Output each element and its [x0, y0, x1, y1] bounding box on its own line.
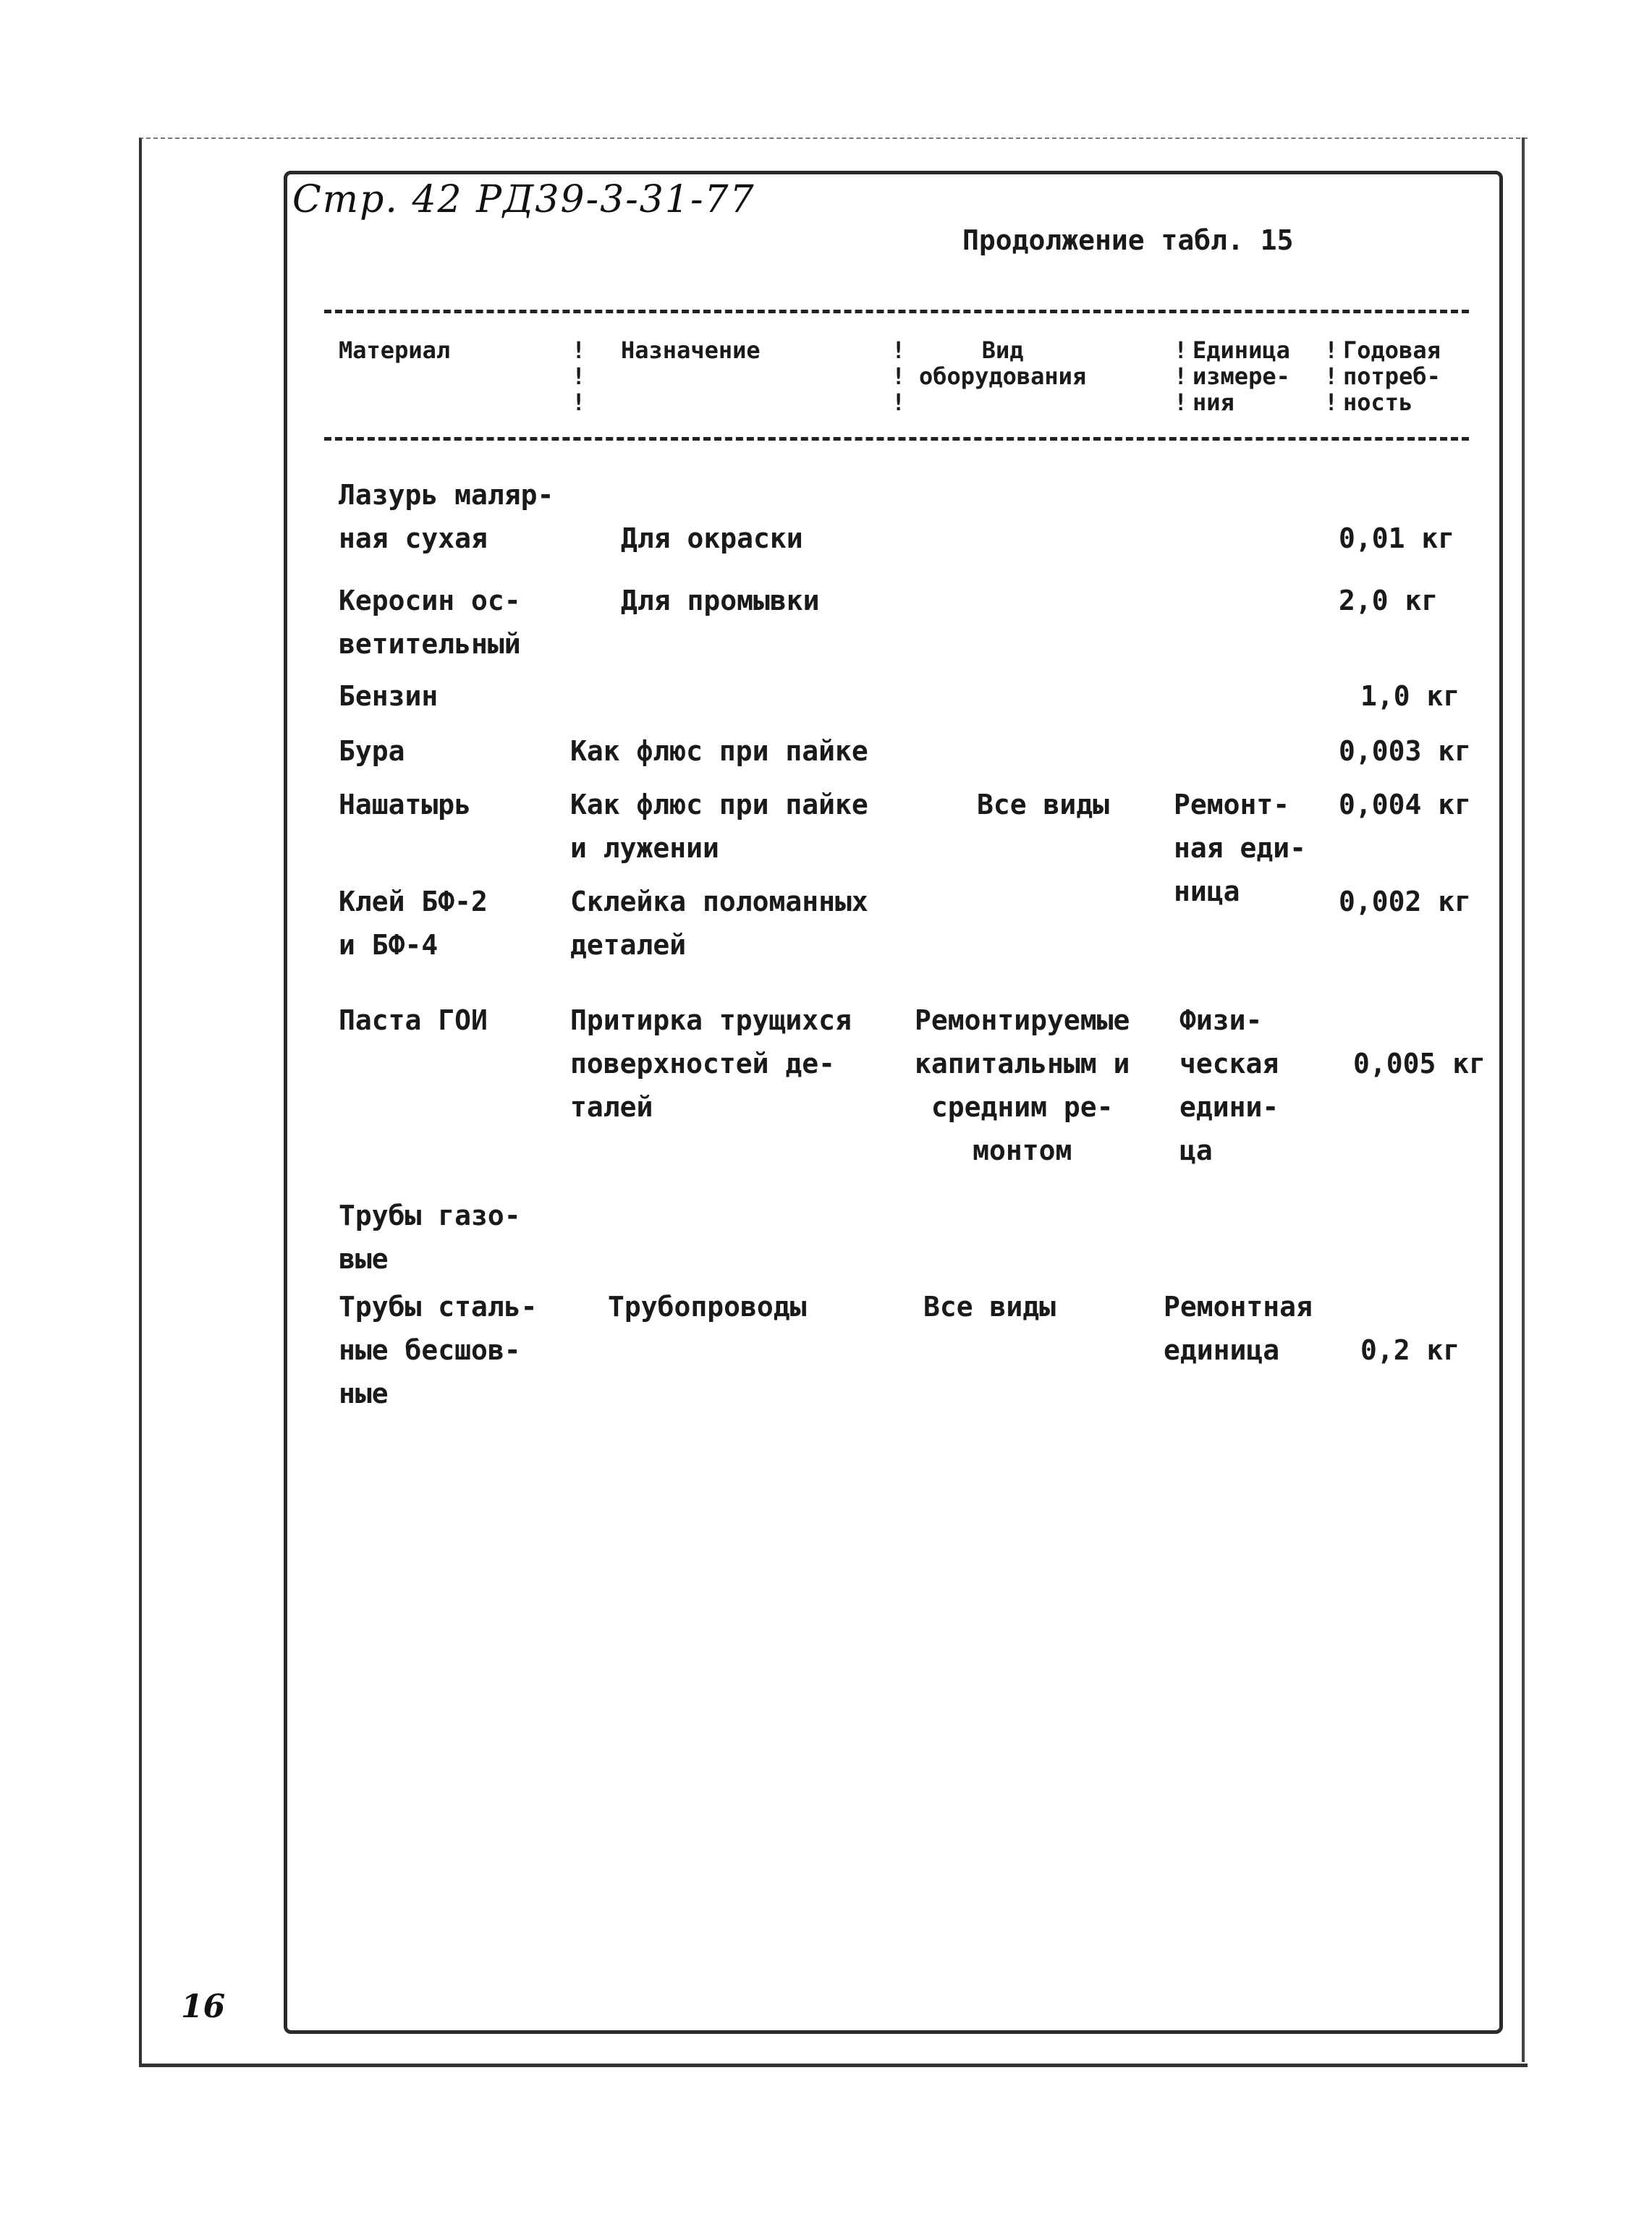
cell-unit: Ремонтная единица — [1164, 1291, 1313, 1366]
header-material: Материал — [339, 336, 451, 364]
cell-annual-need: 2,0 кг — [1339, 585, 1439, 616]
column-separator: ! ! ! — [891, 336, 906, 416]
page-number: 16 — [181, 1988, 226, 2025]
cell-annual-need: 0,2 кг — [1360, 1334, 1460, 1366]
cell-annual-need: 0,01 кг — [1339, 522, 1455, 554]
cell-annual-need: 0,004 кг — [1339, 789, 1472, 820]
inner-frame — [284, 171, 1503, 2034]
cell-purpose: Для окраски — [621, 522, 803, 554]
cell-equipment: Ремонтируемые капитальным и средним ре- монтом — [915, 1004, 1130, 1166]
cell-unit: Ремонт- ная еди- ница — [1174, 789, 1307, 907]
cell-annual-need: 0,005 кг — [1353, 1048, 1486, 1080]
cell-unit: Физи- ческая едини- ца — [1179, 1004, 1279, 1166]
cell-material: Бензин — [339, 680, 439, 712]
cell-material: Трубы газо- вые — [339, 1200, 521, 1275]
cell-material: Трубы сталь- ные бесшов- ные — [339, 1291, 538, 1409]
cell-annual-need: 0,003 кг — [1339, 735, 1472, 767]
cell-material: Паста ГОИ — [339, 1004, 488, 1036]
cell-material: Керосин ос- ветительный — [339, 585, 521, 660]
cell-purpose: Как флюс при пайке — [570, 735, 868, 767]
cell-equipment: Все виды — [923, 1291, 1056, 1323]
cell-annual-need: 0,002 кг — [1339, 886, 1472, 917]
cell-purpose: Склейка поломанных деталей — [570, 886, 868, 961]
column-separator: ! ! ! — [1324, 336, 1339, 416]
cell-material: Бура — [339, 735, 405, 767]
cell-material: Нашатырь — [339, 789, 472, 820]
header-purpose: Назначение — [621, 336, 761, 364]
cell-material: Лазурь маляр- ная сухая — [339, 479, 554, 554]
header-unit: Единица измере- ния — [1193, 336, 1290, 416]
document-stamp: Стр. 42 РД39-3-31-77 — [292, 178, 755, 221]
column-separator: ! ! ! — [572, 336, 586, 416]
outer-frame-right-edge — [1522, 137, 1525, 2062]
cell-purpose: Как флюс при пайке и лужении — [570, 789, 868, 864]
column-separator: ! ! ! — [1174, 336, 1188, 416]
cell-material: Клей БФ-2 и БФ-4 — [339, 886, 488, 961]
header-bottom-rule — [324, 437, 1469, 441]
cell-purpose: Для промывки — [621, 585, 820, 616]
cell-purpose: Трубопроводы — [608, 1291, 807, 1323]
header-annual-need: Годовая потреб- ность — [1343, 336, 1441, 416]
cell-equipment: Все виды — [977, 789, 1110, 820]
table-top-rule — [324, 310, 1469, 313]
cell-annual-need: 1,0 кг — [1360, 680, 1460, 712]
header-equipment: Вид оборудования — [919, 336, 1087, 390]
table-continuation-caption: Продолжение табл. 15 — [962, 224, 1294, 256]
cell-purpose: Притирка трущихся поверхностей де- талей — [570, 1004, 852, 1123]
